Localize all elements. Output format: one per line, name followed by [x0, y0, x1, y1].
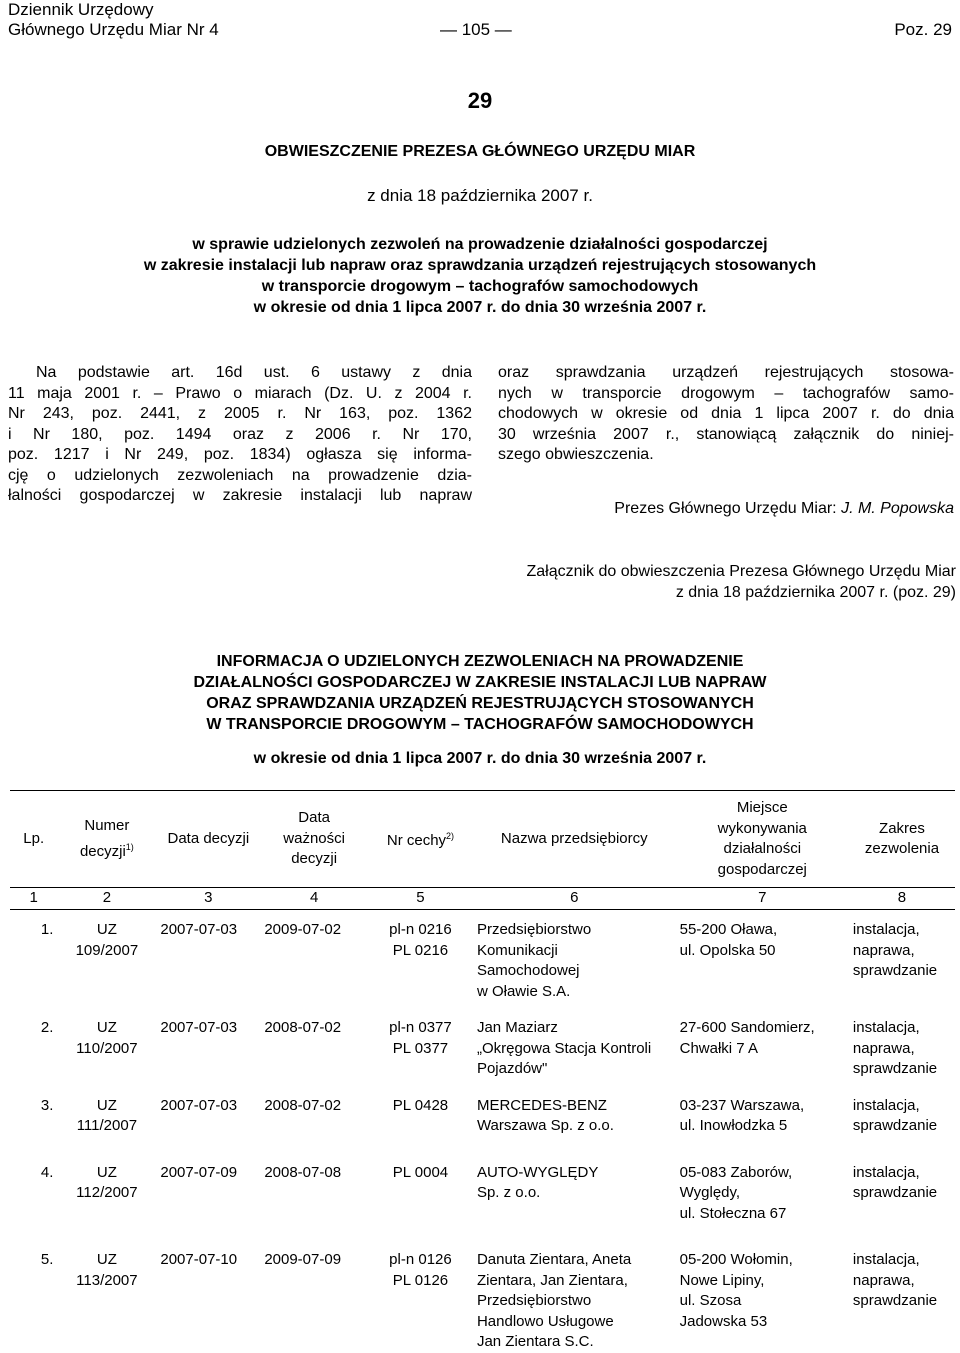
annex-title-line: DZIAŁALNOŚCI GOSPODARCZEJ W ZAKRESIE INSTALACJI LUB NAPRAW: [193, 674, 767, 691]
footnote-mark: 2): [446, 831, 455, 842]
document-number: 29: [467, 88, 493, 113]
cell-lp-line: 1.: [40, 921, 54, 938]
cell-nazwa-line: Przedsiębiorstwo: [476, 1292, 592, 1309]
header-text: gospodarczej: [717, 860, 807, 878]
column-number: 8: [849, 888, 955, 910]
cell-nr-cechy-line: pl-n 0126: [389, 1251, 452, 1268]
cell-zakres-line: instalacja,: [852, 1251, 920, 1268]
cell-data-decyzji-line: 2007-07-09: [160, 1163, 238, 1181]
cell-lp: [10, 1002, 57, 1080]
table-row: [10, 1224, 955, 1353]
cell-nr-cechy-line: pl-n 0377: [389, 1019, 452, 1036]
cell-zakres-line: sprawdzanie: [852, 1060, 938, 1077]
header-text: decyzji: [291, 850, 338, 868]
cell-nr-cechy: [368, 1080, 473, 1137]
cell-zakres-line: naprawa,: [852, 1039, 915, 1057]
cell-nazwa-line: „Okręgowa Stacja Kontroli: [476, 1039, 652, 1057]
cell-miejsce-line: ul. Szosa: [679, 1292, 742, 1309]
cell-numer-line: 112/2007: [76, 1184, 138, 1201]
annex-title-line: ORAZ SPRAWDZANIA URZĄDZEŃ REJESTRUJĄCYCH STOSOWANYCH: [206, 695, 754, 712]
annex-title-line: INFORMACJA O UDZIELONYCH ZEZWOLENIACH NA PROWADZENIE: [216, 653, 744, 670]
body-line: łalności gospodarczej w zakresie instalacji lub napraw: [8, 487, 472, 504]
cell-numer: [57, 1080, 156, 1137]
cell-zakres: [849, 1137, 955, 1225]
cell-lp: [10, 1137, 57, 1225]
cell-zakres-line: instalacja,: [852, 921, 920, 938]
cell-numer: [57, 1224, 156, 1353]
cell-miejsce-line: Nowe Lipiny,: [679, 1271, 765, 1289]
subject-line: w sprawie udzielonych zezwoleń na prowadzenie działalności gospodarczej: [192, 236, 768, 253]
annex-title: [0, 651, 960, 735]
cell-miejsce: [676, 1080, 849, 1137]
cell-numer: [57, 1002, 156, 1080]
header-nazwa: Nazwa przedsiębiorcy: [473, 791, 676, 888]
cell-nazwa-line: Jan Zientara S.C.: [476, 1333, 594, 1350]
cell-zakres-line: sprawdzanie: [852, 962, 938, 979]
cell-nazwa-line: Handlowo Usługowe: [476, 1312, 614, 1330]
body-line: oraz sprawdzania urządzeń rejestrujących stosowa-: [498, 364, 954, 381]
column-number: 1: [10, 888, 57, 910]
cell-miejsce-line: ul. Opolska 50: [679, 941, 776, 959]
body-line: szego obwieszczenia.: [498, 446, 654, 463]
annex-ref-line: Załącznik do obwieszczenia Prezesa Głównego Urzędu Miar: [526, 563, 956, 580]
cell-nr-cechy-line: PL 0377: [392, 1039, 449, 1057]
cell-lp: [10, 1080, 57, 1137]
cell-zakres-line: sprawdzanie: [852, 1292, 938, 1309]
cell-zakres-line: instalacja,: [852, 1096, 920, 1114]
cell-data-decyzji: [156, 910, 260, 1003]
header-data-waznosci: [260, 791, 368, 888]
cell-nazwa-line: Danuta Zientara, Aneta: [476, 1251, 632, 1268]
cell-nazwa: [473, 1080, 676, 1137]
cell-data-waznosci: [260, 910, 368, 1003]
column-number: 2: [57, 888, 156, 910]
header-text: Numer: [84, 817, 130, 834]
column-number: 6: [473, 888, 676, 910]
cell-nr-cechy-line: pl-n 0216: [389, 921, 452, 938]
position-number: Poz. 29: [894, 20, 952, 39]
header-text: [61, 837, 152, 863]
annex-period: w okresie od dnia 1 lipca 2007 r. do dnia 30 września 2007 r.: [253, 750, 707, 767]
cell-miejsce-line: 05-083 Zaborów,: [679, 1163, 793, 1181]
signature: [614, 499, 954, 520]
cell-data-decyzji: [156, 1080, 260, 1137]
cell-data-waznosci-line: 2008-07-02: [264, 1096, 342, 1114]
cell-zakres-line: instalacja,: [852, 1163, 920, 1181]
cell-data-waznosci-line: 2008-07-08: [264, 1163, 342, 1181]
cell-zakres-line: naprawa,: [852, 941, 915, 959]
header-text: Data: [298, 809, 330, 827]
cell-nr-cechy-line: PL 0126: [392, 1271, 449, 1289]
cell-data-decyzji: [156, 1002, 260, 1080]
column-numbers-row: [10, 888, 955, 910]
header-text: Zakres: [879, 819, 925, 837]
annex-title-line: W TRANSPORCIE DROGOWYM – TACHOGRAFÓW SAMOCHODOWYCH: [206, 716, 754, 733]
cell-data-waznosci: [260, 1002, 368, 1080]
cell-nazwa-line: Zientara, Jan Zientara,: [476, 1271, 628, 1289]
body-line: i Nr 180, poz. 1494 oraz z 2006 r. Nr 170,: [8, 425, 472, 443]
cell-lp-line: 3.: [40, 1096, 54, 1114]
journal-name: [8, 0, 219, 40]
cell-data-decyzji-line: 2007-07-03: [160, 921, 238, 938]
cell-nr-cechy: [368, 1224, 473, 1353]
signature-name: J. M. Popowska: [841, 500, 954, 517]
header-text: Miejsce: [736, 799, 788, 816]
cell-data-waznosci: [260, 1224, 368, 1353]
column-number: 4: [260, 888, 368, 910]
cell-nr-cechy-line: PL 0216: [392, 941, 449, 959]
body-line: Nr 243, poz. 2441, z 2005 r. Nr 163, poz. 1362: [8, 405, 472, 422]
cell-nazwa: [473, 1224, 676, 1353]
cell-zakres: [849, 1224, 955, 1353]
cell-data-decyzji: [156, 1224, 260, 1353]
body-line: poz. 1217 i Nr 249, poz. 1834) ogłasza się informa-: [8, 446, 472, 463]
cell-nr-cechy: [368, 910, 473, 1003]
header-data-decyzji: Data decyzji: [156, 791, 260, 888]
cell-lp: [10, 910, 57, 1003]
cell-numer-line: UZ: [96, 921, 117, 938]
cell-miejsce: [676, 1137, 849, 1225]
cell-nazwa: [473, 1002, 676, 1080]
cell-data-waznosci: [260, 1137, 368, 1225]
page-number: — 105 —: [440, 20, 512, 39]
header-text: Nr cechy: [386, 832, 447, 850]
cell-numer: [57, 910, 156, 1003]
cell-nr-cechy: [368, 1137, 473, 1225]
cell-numer-line: 113/2007: [76, 1271, 138, 1289]
cell-numer-line: 111/2007: [76, 1117, 138, 1134]
cell-nazwa-line: AUTO-WYGLĘDY: [476, 1163, 599, 1181]
cell-data-waznosci-line: 2008-07-02: [264, 1019, 342, 1036]
cell-zakres-line: sprawdzanie: [852, 1117, 938, 1134]
cell-numer: [57, 1137, 156, 1225]
cell-zakres-line: naprawa,: [852, 1271, 915, 1289]
permits-table: [10, 790, 955, 1353]
cell-data-waznosci-line: 2009-07-09: [264, 1251, 342, 1268]
cell-nazwa-line: w Oławie S.A.: [476, 982, 571, 1000]
cell-nr-cechy: [368, 1002, 473, 1080]
annex-reference: [526, 562, 956, 603]
cell-miejsce: [676, 1002, 849, 1080]
table-header-row: [10, 791, 955, 888]
cell-nazwa-line: Samochodowej: [476, 962, 580, 979]
cell-nazwa-line: Warszawa Sp. z o.o.: [476, 1117, 614, 1134]
column-number: 3: [156, 888, 260, 910]
body-line: cję o udzielonych zezwoleniach na prowadzenie dzia-: [8, 466, 472, 484]
journal-line-2: Głównego Urzędu Miar Nr 4: [8, 20, 219, 39]
cell-miejsce-line: 55-200 Oława,: [679, 921, 778, 938]
cell-nazwa: [473, 1137, 676, 1225]
cell-numer-line: UZ: [96, 1019, 117, 1036]
cell-nazwa-line: Przedsiębiorstwo: [476, 921, 592, 938]
cell-zakres: [849, 1080, 955, 1137]
document-title: OBWIESZCZENIE PREZESA GŁÓWNEGO URZĘDU MIAR: [264, 143, 696, 160]
column-number: 5: [368, 888, 473, 910]
body-left-column: [8, 363, 472, 507]
cell-nazwa: [473, 910, 676, 1003]
cell-miejsce-line: Wyględy,: [679, 1184, 741, 1201]
cell-data-decyzji-line: 2007-07-10: [160, 1251, 238, 1268]
cell-nazwa-line: MERCEDES-BENZ: [476, 1096, 607, 1114]
header-miejsce: [676, 791, 849, 888]
body-line: Na podstawie art. 16d ust. 6 ustawy z dnia: [36, 364, 472, 381]
body-line: nych w transporcie drogowym – tachografów samo-: [498, 384, 954, 402]
table-row: [10, 1080, 955, 1137]
cell-data-decyzji-line: 2007-07-03: [160, 1096, 238, 1114]
signature-prefix: Prezes Głównego Urzędu Miar:: [614, 500, 842, 517]
cell-miejsce-line: 05-200 Wołomin,: [679, 1251, 793, 1268]
cell-data-decyzji-line: 2007-07-03: [160, 1019, 238, 1036]
header-numer: [57, 791, 156, 888]
header-zakres: [849, 791, 955, 888]
journal-line-1: Dziennik Urzędowy: [8, 0, 154, 19]
cell-nazwa-line: Jan Maziarz: [476, 1019, 558, 1036]
cell-zakres: [849, 910, 955, 1003]
cell-numer-line: UZ: [96, 1096, 117, 1114]
body-line: chodowych w okresie od dnia 1 lipca 2007 r. do dnia: [498, 405, 954, 422]
table-row: [10, 910, 955, 1003]
footnote-mark: 1): [125, 841, 134, 852]
header-text: działalności: [723, 840, 802, 857]
cell-miejsce: [676, 1224, 849, 1353]
document-date: z dnia 18 października 2007 r.: [367, 186, 593, 205]
cell-numer-line: 110/2007: [76, 1039, 138, 1057]
table-row: [10, 1002, 955, 1080]
cell-nr-cechy-line: PL 0428: [392, 1096, 449, 1114]
cell-miejsce-line: Jadowska 53: [679, 1312, 768, 1330]
body-line: 30 września 2007 r., stanowiącą załącznik do niniej-: [498, 425, 954, 443]
document-subject: [0, 234, 960, 318]
cell-numer-line: 109/2007: [75, 941, 139, 959]
subject-line: w transporcie drogowym – tachografów samochodowych: [261, 278, 699, 295]
cell-miejsce-line: Chwałki 7 A: [679, 1039, 758, 1057]
cell-lp-line: 5.: [40, 1251, 54, 1268]
cell-lp: [10, 1224, 57, 1353]
body-right-column: [498, 363, 954, 466]
cell-miejsce-line: 03-237 Warszawa,: [679, 1096, 805, 1114]
cell-lp-line: 4.: [40, 1163, 54, 1181]
table-body: [10, 910, 955, 1353]
cell-data-waznosci: [260, 1080, 368, 1137]
cell-miejsce-line: 27-600 Sandomierz,: [679, 1019, 815, 1036]
cell-nazwa-line: Komunikacji: [476, 941, 558, 959]
cell-miejsce-line: ul. Inowłodzka 5: [679, 1117, 788, 1134]
cell-miejsce-line: ul. Stołeczna 67: [679, 1204, 787, 1222]
header-text: ważności: [283, 829, 345, 847]
cell-nazwa-line: Pojazdów": [476, 1060, 548, 1077]
header-nr-cechy: [368, 791, 473, 888]
cell-miejsce: [676, 910, 849, 1003]
cell-data-waznosci-line: 2009-07-02: [264, 921, 342, 938]
cell-lp-line: 2.: [40, 1019, 54, 1036]
annex-ref-line: z dnia 18 października 2007 r. (poz. 29): [675, 583, 956, 601]
table-row: [10, 1137, 955, 1225]
subject-line: w zakresie instalacji lub napraw oraz sprawdzania urządzeń rejestrujących stosowanych: [143, 257, 817, 274]
header-text: decyzji: [79, 842, 126, 860]
header-text: zezwolenia: [864, 840, 940, 857]
column-number: 7: [676, 888, 849, 910]
cell-data-decyzji: [156, 1137, 260, 1225]
subject-line: w okresie od dnia 1 lipca 2007 r. do dnia 30 września 2007 r.: [253, 299, 707, 316]
cell-zakres: [849, 1002, 955, 1080]
header-lp: Lp.: [10, 791, 57, 888]
cell-zakres-line: sprawdzanie: [852, 1184, 938, 1201]
body-line: 11 maja 2001 r. – Prawo o miarach (Dz. U. z 2004 r.: [8, 384, 472, 402]
cell-numer-line: UZ: [96, 1251, 117, 1268]
header-text: wykonywania: [717, 819, 807, 837]
cell-zakres-line: instalacja,: [852, 1019, 920, 1036]
cell-nazwa-line: Sp. z o.o.: [476, 1184, 541, 1201]
cell-numer-line: UZ: [96, 1163, 117, 1181]
cell-nr-cechy-line: PL 0004: [392, 1163, 449, 1181]
